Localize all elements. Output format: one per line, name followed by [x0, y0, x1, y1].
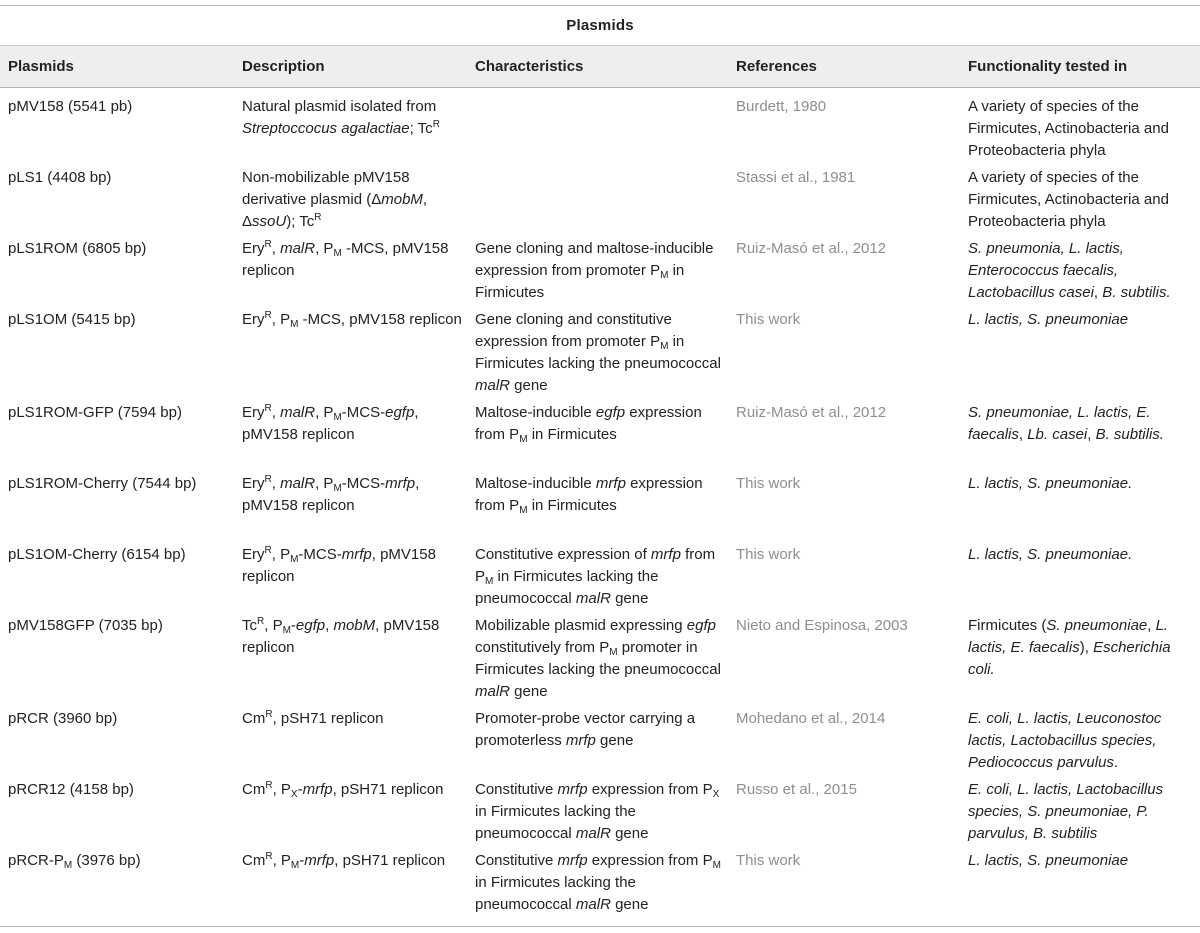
cell-characteristics: Constitutive mrfp expression from $P_M$ in Firmicutes lacking the pneumococcal malR gene	[475, 852, 721, 913]
header-plasmids: Plasmids	[8, 58, 74, 75]
cell-reference: This work	[736, 546, 801, 563]
cell-plasmid: pLS1ROM (6805 bp)	[8, 240, 147, 257]
cell-reference: Ruiz-Masó et al., 2012	[736, 240, 887, 257]
cell-plasmid: pLS1 (4408 bp)	[8, 169, 112, 186]
cell-plasmid: pLS1OM (5415 bp)	[8, 311, 136, 328]
cell-plasmid: pLS1ROM-Cherry (7544 bp)	[8, 475, 197, 492]
cell-reference: Mohedano et al., 2014	[736, 710, 886, 727]
cell-plasmid: pLS1OM-Cherry (6154 bp)	[8, 546, 186, 563]
cell-functionality: A variety of species of the Firmicutes, Actinobacteria and Proteobacteria phyla	[968, 169, 1169, 230]
cell-description: Ery$^R$, $P_M-MCS$-mrfp, pMV158 replicon	[242, 545, 436, 585]
cell-functionality: L. lactis, S. pneumoniae	[968, 852, 1129, 869]
bottom-rule	[0, 926, 1200, 927]
cell-functionality: S. pneumoniae, L. lactis, E. faecalis, Lb. casei, B. subtilis.	[968, 404, 1164, 443]
cell-description: Ery$^R$, malR, $P_M-MCS$-mrfp, pMV158 replicon	[242, 474, 420, 514]
cell-functionality: E. coli, L. lactis, Lactobacillus species, S. pneumoniae, P. parvulus, B. subtilis	[968, 781, 1164, 842]
header-references: References	[736, 58, 817, 75]
cell-functionality: Firmicutes (S. pneumoniae, L. lactis, E. faecalis), Escherichia coli.	[968, 617, 1171, 678]
cell-characteristics: Mobilizable plasmid expressing egfp constitutively from $P_M$ promoter in Firmicutes lacking the pneumococcal malR gene	[475, 617, 721, 700]
cell-reference: Ruiz-Masó et al., 2012	[736, 404, 887, 421]
cell-description: $Cm^R$, $P_M$-mrfp, pSH71 replicon	[242, 851, 446, 871]
cell-plasmid: pMV158 (5541 pb)	[8, 98, 133, 115]
cell-reference: Russo et al., 2015	[736, 781, 857, 798]
cell-plasmid: pRCR-$P_M$ (3976 bp)	[8, 852, 141, 871]
cell-functionality: E. coli, L. lactis, Leuconostoc lactis, Lactobacillus species, Pediococcus parvulus.	[968, 710, 1162, 771]
cell-characteristics: Constitutive expression of mrfp from $P_M$ in Firmicutes lacking the pneumococcal malR gene	[475, 546, 716, 607]
cell-plasmid: pLS1ROM-GFP (7594 bp)	[8, 404, 182, 421]
cell-description: $Cm^R$, pSH71 replicon	[242, 709, 384, 727]
cell-reference: Burdett, 1980	[736, 98, 827, 115]
cell-functionality: L. lactis, S. pneumoniae.	[968, 475, 1133, 492]
cell-functionality: L. lactis, S. pneumoniae.	[968, 546, 1133, 563]
table-caption: Plasmids	[566, 17, 634, 34]
cell-plasmid: pMV158GFP (7035 bp)	[8, 617, 163, 634]
cell-characteristics: Promoter-probe vector carrying a promoterless mrfp gene	[475, 710, 696, 749]
cell-reference: This work	[736, 475, 801, 492]
cell-characteristics: Constitutive mrfp expression from $P_X$ in Firmicutes lacking the pneumococcal malR gene	[475, 781, 720, 842]
top-rule	[0, 5, 1200, 6]
cell-description: $Cm^R$, $P_X$-mrfp, pSH71 replicon	[242, 780, 444, 800]
cell-reference: Stassi et al., 1981	[736, 169, 856, 186]
cell-reference: This work	[736, 852, 801, 869]
cell-description: $Tc^R$, $P_M$-egfp, mobM, pMV158 replicon	[242, 616, 440, 656]
header-functionality: Functionality tested in	[968, 58, 1128, 75]
cell-description: Non-mobilizable pMV158 derivative plasmid (ΔmobM, ΔssoU); $Tc^R$	[242, 169, 428, 230]
cell-characteristics: Gene cloning and constitutive expression from promoter $P_M$ in Firmicutes lacking the pneumococcal malR gene	[475, 311, 721, 394]
header-description: Description	[242, 58, 325, 75]
cell-functionality: L. lactis, S. pneumoniae	[968, 311, 1129, 328]
cell-description: Natural plasmid isolated from Streptoccocus agalactiae; $Tc^R$	[242, 98, 440, 137]
cell-plasmid: pRCR (3960 bp)	[8, 710, 118, 727]
cell-functionality: S. pneumonia, L. lactis, Enterococcus faecalis, Lactobacillus casei, B. subtilis.	[968, 240, 1171, 301]
cell-functionality: A variety of species of the Firmicutes, Actinobacteria and Proteobacteria phyla	[968, 98, 1169, 159]
cell-description: Ery$^R$, malR, $P_M$ -MCS, pMV158 replicon	[242, 239, 449, 279]
cell-description: Ery$^R$, $P_M$ -MCS, pMV158 replicon	[242, 310, 462, 330]
cell-description: Ery$^R$, malR, $P_M-MCS$-egfp, pMV158 replicon	[242, 403, 419, 443]
header-rule	[0, 87, 1200, 88]
cell-characteristics: Maltose-inducible egfp expression from $P_M$ in Firmicutes	[475, 404, 702, 445]
cell-characteristics: Gene cloning and maltose-inducible expression from promoter $P_M$ in Firmicutes	[475, 240, 714, 301]
header-characteristics: Characteristics	[475, 58, 584, 75]
cell-reference: Nieto and Espinosa, 2003	[736, 617, 908, 634]
cell-reference: This work	[736, 311, 801, 328]
cell-characteristics: Maltose-inducible mrfp expression from $P_M$ in Firmicutes	[475, 475, 703, 516]
cell-plasmid: pRCR12 (4158 bp)	[8, 781, 134, 798]
